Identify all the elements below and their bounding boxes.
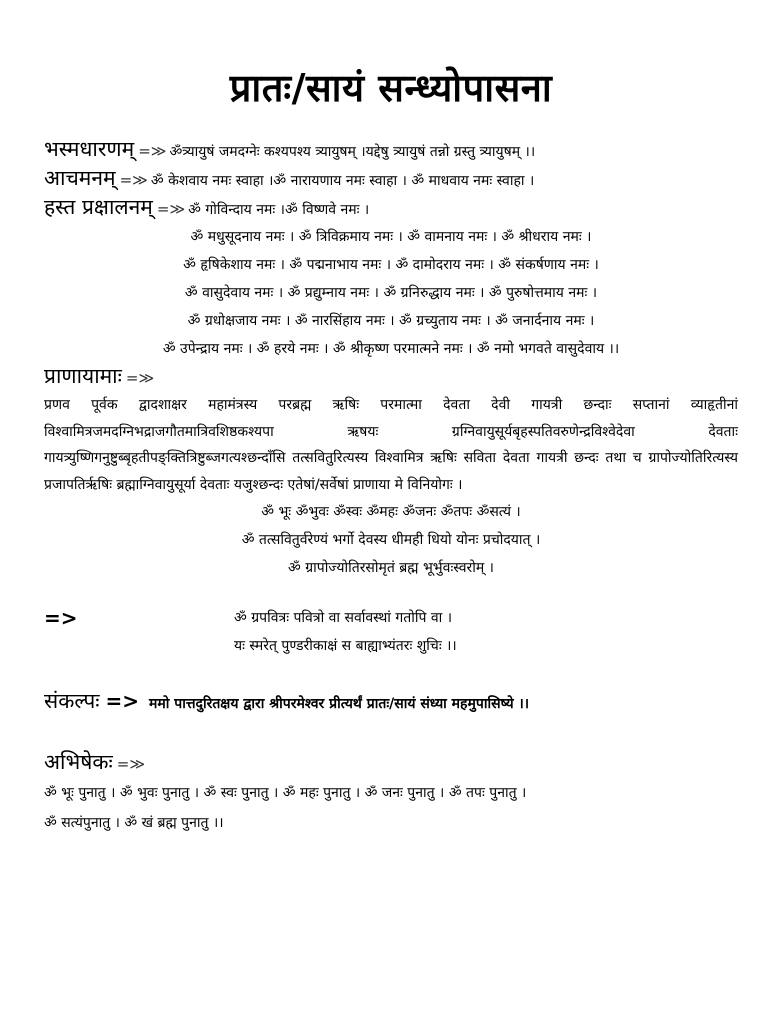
hasta-line — [44, 194, 738, 223]
pranayama-paragraph: प्रणव पूर्वक द्वादशाक्षर महामंत्रस्य परब्रह्म ऋषिः परमात्मा देवता देवी गायत्री छन्दाः सप्तानां व्याहृतीनां विश्वामित्रजमदग्निभद्राजगौतमात्रिवशिष्ठकश्यपा ऋषयः ग्रग्निवायुसूर्यबृहस्पतिवरुणेन्द्रविश्वेदेवा देवताः गायत्र्युष्णिगनुष्टुब्बृहतीपङ्क्तित्रिष्टुब्जगत्यश्छन्दाँसि तत्सवितुरित्यस्य विश्वामित्र ऋषिः सविता देवता गायत्री छन्दः तथा च ग्रापोज्योतिरित्यस्य प्रजापतिर्ऋषिः ब्रह्माग्निवायुसूर्या देवताः यजुश्छन्दः एतेषां/सर्वेषां प्राणाया मे विनियोगः । — [44, 397, 738, 493]
hasta-verse-line: ॐ ग्रधोक्षजाय नमः । ॐ नारसिंहाय नमः । ॐ ग्रच्युताय नमः । ॐ जनार्दनाय नमः । — [187, 313, 595, 329]
sankalpa-line — [44, 686, 738, 719]
sankalpa-arrow: => — [105, 689, 140, 713]
abhisheka-heading: अभिषेकः — [44, 750, 113, 774]
hasta-verse-line: ॐ वासुदेवाय नमः । ॐ प्रद्युम्नाय नमः । ॐ ग्रनिरुद्धाय नमः । ॐ पुरुषोत्तमाय नमः । — [184, 285, 598, 301]
hasta-arrow: =≫ — [156, 200, 186, 218]
sankalpa-heading: संकल्पः — [44, 689, 100, 713]
pranayama-verse-line: ॐ ग्रापोज्योतिरसोमृतं ब्रह्म भूर्भुवःस्वरोम् । — [288, 560, 494, 576]
apavitra-arrow: => — [44, 606, 78, 630]
bhasma-line — [44, 136, 738, 165]
achamana-line — [44, 165, 738, 194]
pranayama-line — [44, 363, 738, 392]
hasta-verse-line: ॐ उपेन्द्राय नमः । ॐ हरये नमः । ॐ श्रीकृष्ण परमात्मने नमः । ॐ नमो भगवते वासुदेवाय ।। — [162, 341, 620, 357]
hasta-verse-line: ॐ मधुसूदनाय नमः । ॐ त्रिविक्रमाय नमः । ॐ वामनाय नमः । ॐ श्रीधराय नमः । — [190, 229, 592, 245]
achamana-heading: आचमनम् — [44, 166, 116, 190]
apavitra-verse-line: ॐ ग्रपवित्रः पवित्रो वा सर्वावस्थां गतोपि वा । — [234, 610, 453, 626]
achamana-text: ॐ केशवाय नमः स्वाहा ।ॐ नारायणाय नमः स्वाहा । ॐ माधवाय नमः स्वाहा । — [150, 173, 535, 189]
pranayama-verse-line: ॐ तत्सवितुर्वरेण्यं भर्गो देवस्य धीमही धियो योनः प्रचोदयात् । — [241, 532, 541, 548]
hasta-verse-line: ॐ हृषिकेशाय नमः । ॐ पद्मनाभाय नमः । ॐ दामोदराय नमः । ॐ संकर्षणाय नमः । — [183, 257, 599, 273]
pranayama-verse-line: ॐ भूः ॐभुवः ॐस्वः ॐमहः ॐजनः ॐतपः ॐसत्यं । — [261, 504, 521, 520]
abhisheka-verse-line: ॐ भूः पुनातु । ॐ भुवः पुनातु । ॐ स्वः पुनातु । ॐ महः पुनातु । ॐ जनः पुनातु । ॐ तपः पुनातु । — [44, 785, 527, 801]
abhisheka-line — [44, 749, 738, 778]
pranayama-arrow: =≫ — [125, 369, 155, 387]
pranayama-heading: प्राणायामाः — [44, 364, 122, 388]
abhisheka-verse-line: ॐ सत्यंपुनातु । ॐ खं ब्रह्म पुनातु ।। — [44, 815, 224, 831]
abhisheka-arrow: =≫ — [116, 755, 146, 773]
bhasma-arrow: =≫ — [138, 142, 167, 160]
hasta-heading: हस्त प्रक्षालनम् — [44, 195, 153, 219]
apavitra-verse-line: यः स्मरेत् पुण्डरीकाक्षं स बाह्याभ्यंतरः शुचिः ।। — [234, 638, 457, 654]
sankalpa-text: ममो पात्तदुरितक्षय द्वारा श्रीपरमेश्वर प्रीत्यर्थं प्रातः/सायं संध्या महमुपासिष्ये ।। — [149, 696, 530, 712]
hasta-text: ॐ गोविन्दाय नमः ।ॐ विष्णवे नमः । — [188, 202, 370, 218]
page-title: प्रातः/सायं सन्ध्योपासना — [229, 66, 553, 110]
achamana-arrow: =≫ — [119, 171, 148, 189]
apavitra-block — [44, 604, 738, 660]
bhasma-heading: भस्मधारणम् — [44, 137, 135, 161]
bhasma-text: ॐत्र्यायुषं जमदग्नेः कश्यपश्य त्र्यायुषम् ।यद्देषु त्र्यायुषं तन्नो ग्रस्तु त्र्यायुषम् ।। — [169, 144, 536, 160]
